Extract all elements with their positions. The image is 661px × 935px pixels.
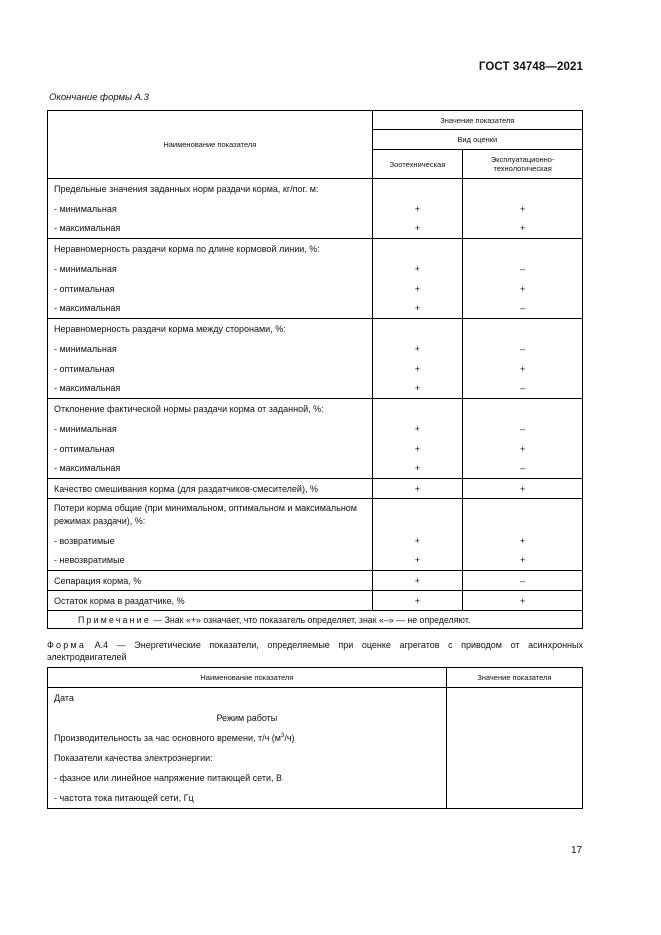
header-technological-line2: технологическая [493,164,552,173]
technological-mark: – [463,571,583,591]
technological-mark: – [463,339,583,359]
table-row [48,339,583,359]
a4-header-value: Значение показателя [446,668,582,688]
zootechnical-mark: + [372,439,463,459]
zootechnical-mark: + [372,279,463,299]
zootechnical-mark: + [372,359,463,379]
row-label: - минимальная [54,263,117,274]
form-a3-caption: Окончание формы А.3 [49,92,149,103]
table-row [48,199,583,219]
a4-row-date: Дата [48,688,447,709]
zootechnical-mark: + [372,531,463,551]
zootechnical-mark [372,399,463,419]
technological-mark: + [463,479,583,499]
technological-mark: + [463,439,583,459]
zootechnical-mark: + [372,379,463,399]
zootechnical-mark: + [372,571,463,591]
a4-value-cell [446,768,582,788]
table-row [48,259,583,279]
zootechnical-mark: + [372,219,463,239]
row-label: - оптимальная [54,283,115,294]
a4-value-cell [446,708,582,728]
technological-mark: – [463,459,583,479]
row-label: Отклонение фактической нормы раздачи корма от заданной, %: [48,399,373,419]
form-a4-title-text: А.4 — Энергетические показатели, определяемые при оценке агрегатов с приводом от асинхронных электродвигателей [47,640,583,662]
a4-row-quality: Показатели качества электроэнергии: [48,748,447,768]
zootechnical-mark [372,179,463,199]
note-text: — Знак «+» означает, что показатель определяет, знак «–» — не определяют. [150,614,471,625]
a4-productivity-end: /ч) [284,733,295,743]
technological-mark: + [463,551,583,571]
row-label: - возвратимые [54,535,115,546]
zootechnical-mark [372,239,463,259]
zootechnical-mark: + [372,479,463,499]
table-row [48,459,583,479]
row-label: - минимальная [54,423,117,434]
zootechnical-mark: + [372,299,463,319]
table-row [48,479,583,499]
form-a3-table [47,110,583,629]
technological-mark: + [463,219,583,239]
row-label: - оптимальная [54,443,115,454]
header-name: Наименование показателя [48,111,373,179]
row-label: Качество смешивания корма (для раздатчиков-смесителей), % [48,479,373,499]
row-label: Потери корма общие (при минимальном, оптимальном и максимальном режимах раздачи), %: [48,499,373,531]
a4-value-cell [446,728,582,748]
table-note [48,611,583,629]
row-label: - максимальная [54,223,121,234]
table-row [48,591,583,611]
table-row [48,319,583,339]
table-row [48,359,583,379]
zootechnical-mark: + [372,591,463,611]
form-a4-table [47,667,583,809]
a4-value-cell [446,788,582,809]
a4-row-productivity [48,728,447,748]
a4-header-name: Наименование показателя [48,668,447,688]
row-label: Неравномерность раздачи корма по длине кормовой линии, %: [48,239,373,259]
technological-mark: + [463,279,583,299]
zootechnical-mark: + [372,259,463,279]
table-row [48,379,583,399]
header-zootechnical: Зоотехническая [372,150,463,179]
technological-mark [463,319,583,339]
table-row [48,239,583,259]
table-row [48,571,583,591]
zootechnical-mark: + [372,459,463,479]
technological-mark: + [463,591,583,611]
zootechnical-mark: + [372,199,463,219]
table-note-row [48,611,583,629]
row-label: - минимальная [54,203,117,214]
row-label: Остаток корма в раздатчике, % [48,591,373,611]
a4-row-frequency: - частота тока питающей сети, Гц [48,788,447,809]
zootechnical-mark [372,319,463,339]
technological-mark: – [463,259,583,279]
row-label: - невозвратимые [54,555,125,566]
technological-mark [463,239,583,259]
row-label: - оптимальная [54,363,115,374]
page-number: 17 [571,845,583,856]
technological-mark [463,499,583,531]
header-technological-line1: Эксплуатационно- [490,155,555,164]
table-row [48,551,583,571]
table-row [48,531,583,551]
note-prefix: Примечание [78,614,151,625]
technological-mark: – [463,419,583,439]
form-a4-title-prefix: Форма [47,640,87,650]
table-row [48,499,583,531]
table-row [48,399,583,419]
header-value: Значение показателя [372,111,582,130]
header-technological [463,150,583,179]
table-row [48,179,583,199]
header-eval-type: Вид оценки [372,130,582,150]
technological-mark [463,399,583,419]
technological-mark: – [463,379,583,399]
table-row [48,439,583,459]
row-label: Неравномерность раздачи корма между сторонами, %: [48,319,373,339]
table-row [48,299,583,319]
a4-productivity-sup: 3 [281,733,285,739]
a4-value-cell [446,688,582,709]
form-a4-title [47,639,583,663]
row-label: - минимальная [54,343,117,354]
technological-mark: + [463,359,583,379]
a4-row-voltage: - фазное или линейное напряжение питающей сети, В [48,768,447,788]
table-row [48,419,583,439]
zootechnical-mark: + [372,339,463,359]
a4-row-mode: Режим работы [48,708,447,728]
zootechnical-mark: + [372,419,463,439]
zootechnical-mark: + [372,551,463,571]
row-label: Предельные значения заданных норм раздачи корма, кг/пог. м: [48,179,373,199]
table-row [48,219,583,239]
row-label: Сепарация корма, % [48,571,373,591]
row-label: - максимальная [54,463,121,474]
technological-mark [463,179,583,199]
zootechnical-mark [372,499,463,531]
technological-mark: – [463,299,583,319]
row-label: - максимальная [54,383,121,394]
a4-productivity-text: Производительность за час основного времени, т/ч (м [54,733,281,743]
table-row [48,279,583,299]
technological-mark: + [463,199,583,219]
a4-value-cell [446,748,582,768]
row-label: - максимальная [54,303,121,314]
standard-designation: ГОСТ 34748—2021 [478,61,583,73]
technological-mark: + [463,531,583,551]
